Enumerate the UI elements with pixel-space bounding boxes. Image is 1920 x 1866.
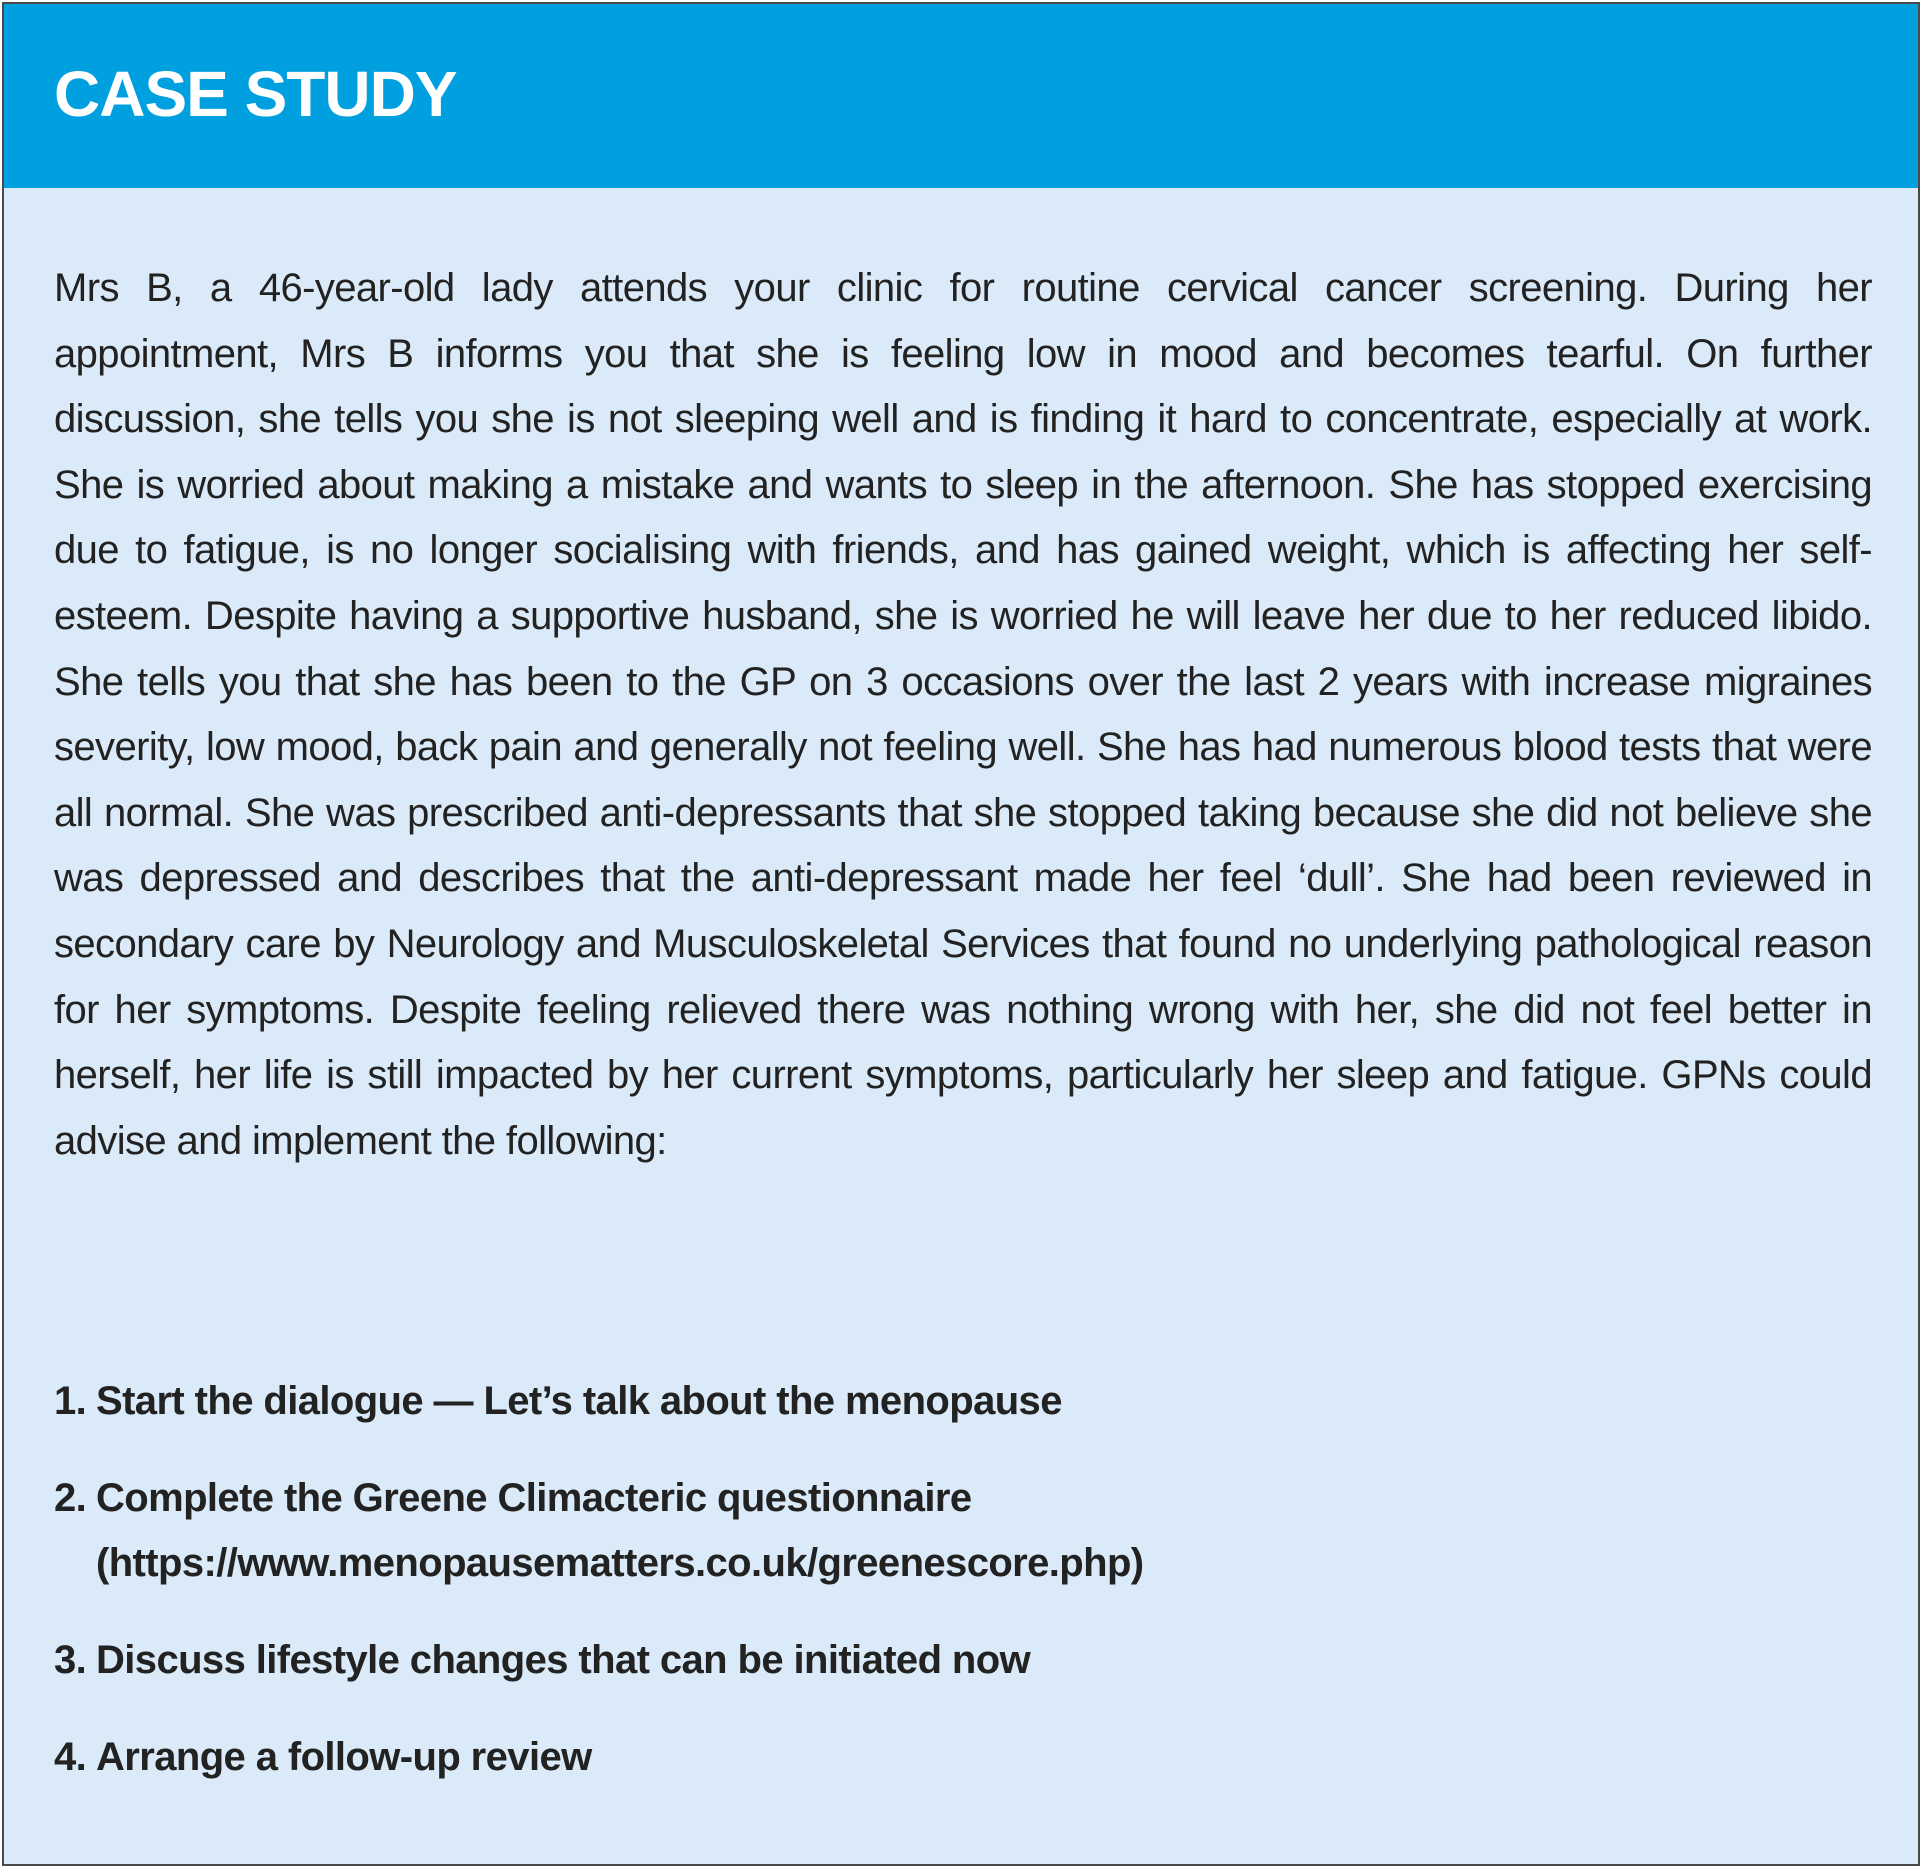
steps-list [54, 1369, 1872, 1822]
step-number: 3. [54, 1638, 87, 1682]
step-text: Discuss lifestyle changes that can be initiated now [96, 1638, 1031, 1682]
list-item [54, 1466, 1872, 1596]
step-text: Complete the Greene Climacteric questionnaire (https://www.menopausematters.co.uk/greenescore.php) [96, 1476, 1144, 1585]
step-text: Arrange a follow-up review [96, 1735, 592, 1779]
step-number: 4. [54, 1735, 87, 1779]
list-item [54, 1725, 1872, 1790]
step-number: 1. [54, 1379, 87, 1423]
case-study-box [2, 2, 1920, 1866]
case-study-title: CASE STUDY [54, 58, 457, 130]
case-study-header [4, 4, 1918, 188]
case-study-paragraph: Mrs B, a 46-year-old lady attends your clinic for routine cervical cancer screening. During her appointment, Mrs B informs you that she is feeling low in mood and becomes tearful. On further discussion, she tells you she is not sleeping well and is finding it hard to concentrate, especially at work. She is worried about making a mistake and wants to sleep in the afternoon. She has stopped exercising due to fatigue, is no longer socialising with friends, and has gained weight, which is affecting her self-esteem. Despite having a supportive husband, she is worried he will leave her due to her reduced libido. She tells you that she has been to the GP on 3 occasions over the last 2 years with increase migraines severity, low mood, back pain and generally not feeling well. She has had numerous blood tests that were all normal. She was prescribed anti-depressants that she stopped taking because she did not believe she was depressed and describes that the anti-depressant made her feel ‘dull’. She had been reviewed in secondary care by Neurology and Musculoskeletal Services that found no underlying pathological reason for her symptoms. Despite feeling relieved there was nothing wrong with her, she did not feel better in herself, her life is still impacted by her current symptoms, particularly her sleep and fatigue. GPNs could advise and implement the following: [54, 266, 1872, 1163]
list-item [54, 1628, 1872, 1693]
step-text: Start the dialogue — Let’s talk about the menopause [96, 1379, 1062, 1423]
list-item [54, 1369, 1872, 1434]
step-number: 2. [54, 1476, 87, 1520]
